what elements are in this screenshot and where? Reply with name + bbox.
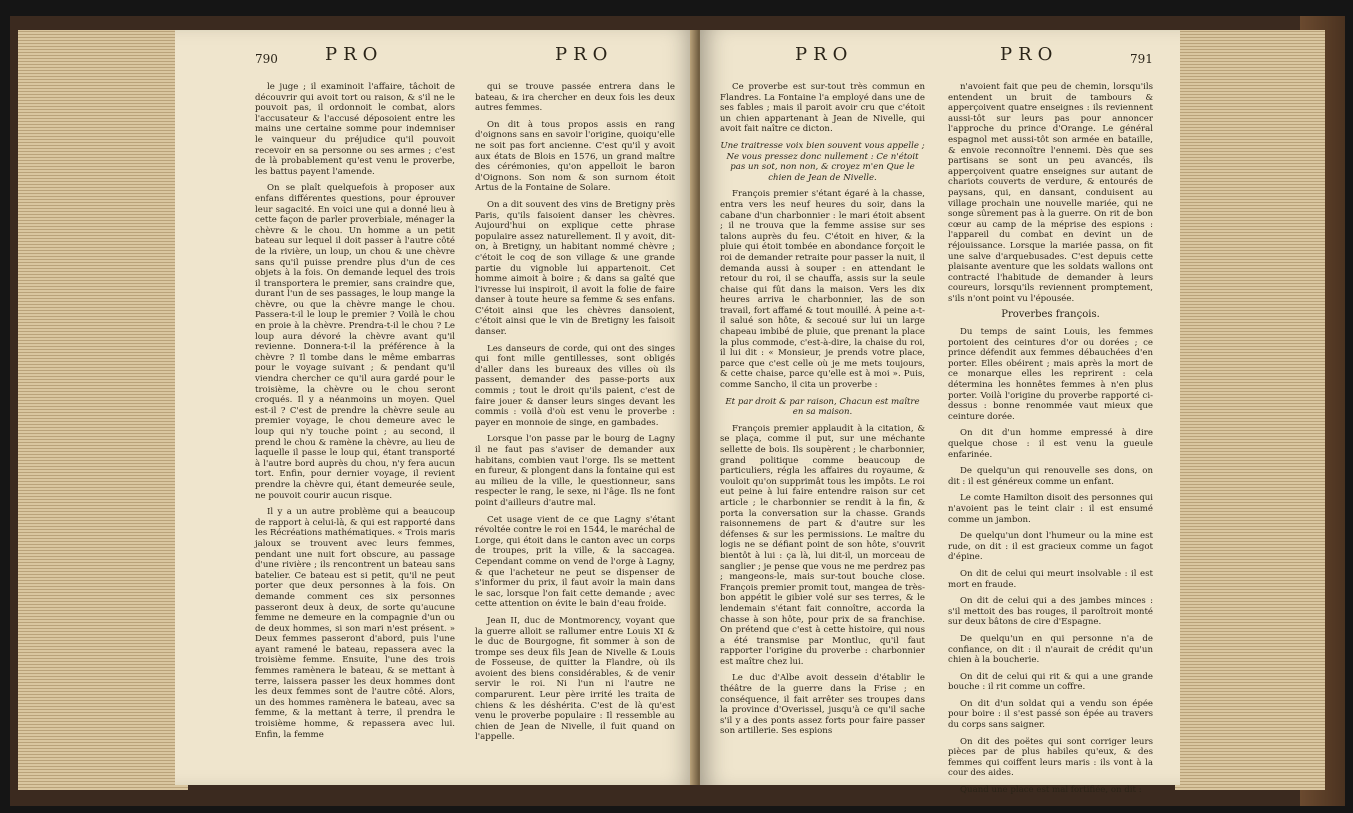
running-head: PRO (795, 44, 854, 65)
paragraph: Jean II, duc de Montmorency, voyant que la guerre alloit se rallumer entre Louis XI & le duc de Bourgogne, fit sommer à son de trompe ses deux fils Jean de Nivelle & Louis de Fosseuse, de quitter la Flandre, où ils avoient des biens considérables, & de venir servir le roi. Ni l'un ni l'autre ne comparurent. Leur père irrité les traita de chiens & les déshérita. C'est de là qu'est venu le proverbe populaire : Il ressemble au chien de Jean de Nivelle, il fuit quand on l'appelle. (475, 615, 675, 743)
right-column-2 (948, 82, 1153, 802)
paragraph: On dit d'un soldat qui a vendu son épée pour boire : il s'est passé son épée au travers du corps sans saigner. (948, 698, 1153, 731)
paragraph: On dit d'un homme empressé à dire quelque chose : il est venu la gueule enfarinée. (948, 428, 1153, 460)
left-column-1 (255, 82, 455, 746)
paragraph: On dit des poëtes qui sont corriger leurs pièces par de plus habiles qu'eux, & des femmes qui coiffent leurs maris : ils vont à la cour des aides. (948, 736, 1153, 779)
paragraph: François premier s'étant égaré à la chasse, entra vers les neuf heures du soir, dans la cabane d'un charbonnier : le mari étoit absent ; il ne trouva que la femme assise sur ses talons auprès du feu. C'étoit en hiver, & la pluie qui étoit tombée en abondance forçoit le roi de demander retraite pour passer la nuit, il demanda aussi à souper : en attendant le retour du roi, il se chauffa, assis sur la seule chaise qui fût dans la maison. Vers les dix heures arriva le charbonnier, las de son travail, fort affamé & tout mouillé. À peine a-t-il salué son hôte, & secoué sur lui un large chapeau imbibé de pluie, que prenant la place la plus commode, c'est-à-dire, la chaise du roi, il lui dit : « Monsieur, je prends votre place, parce que c'est celle où je me mets toujours, & cette chaise, parce qu'elle est à moi ». Puis, comme Sancho, il cita un proverbe : (720, 189, 925, 391)
running-head: PRO (555, 44, 614, 65)
running-head: PRO (1000, 44, 1059, 65)
paragraph: De quelqu'un qui renouvelle ses dons, on dit : il est généreux comme un enfant. (948, 466, 1153, 487)
verse-quote: Et par droit & par raison, Chacun est maître en sa maison. (725, 396, 920, 418)
paragraph: On dit de celui qui meurt insolvable : il est mort en fraude. (948, 568, 1153, 590)
left-page-header (175, 38, 695, 78)
section-heading: Proverbes françois. (1001, 309, 1100, 321)
paragraph: De quelqu'un dont l'humeur ou la mine est rude, on dit : il est gracieux comme un fagot d'épine. (948, 531, 1153, 563)
paragraph: qui se trouve passée entrera dans le bateau, & ira chercher en deux fois les deux autres femmes. (475, 82, 675, 114)
paragraph: On dit de celui qui a des jambes minces : s'il mettoit des bas rouges, il paroîtroit monté sur deux bâtons de cire d'Espagne. (948, 596, 1153, 628)
paragraph: Quand une place est mal fortifiée, on dit : (960, 785, 1142, 796)
page-number: 791 (1130, 52, 1153, 66)
paragraph: Lorsque l'on passe par le bourg de Lagny il ne faut pas s'aviser de demander aux habitans, combien vaut l'orge. Ils se mettent en fureur, & plongent dans la fontaine qui est au milieu de la ville, le questionneur, sans respecter le rang, le sexe, ni l'âge. Ils ne font point d'ailleurs d'autre mal. (475, 434, 675, 508)
paragraph: Le comte Hamilton disoit des personnes qui n'avoient pas le teint clair : il est ensumé comme un jambon. (948, 493, 1153, 525)
running-head: PRO (325, 44, 384, 65)
paragraph: Ce proverbe est sur-tout très commun en Flandres. La Fontaine l'a employé dans une de ses fables ; mais il paroit avoir cru que c'étoit un chien appartenant à Jean de Nivelle, qui avoit fait naître ce dicton. (720, 82, 925, 135)
paragraph: Du temps de saint Louis, les femmes portoient des ceintures d'or ou dorées ; ce prince défendit aux femmes débauchées d'en porter. Elles obéirent ; mais après la mort de ce monarque elles les reprirent : cela détermina les honnêtes femmes à n'en plus porter. Voilà l'origine du proverbe rapporté ci-dessus : bonne renommée vaut mieux que ceinture dorée. (948, 327, 1153, 422)
page-number: 790 (255, 52, 278, 66)
page-edges-left (18, 30, 188, 790)
paragraph: le juge ; il examinoit l'affaire, tâchoit de découvrir qui avoit tort ou raison, & s'il ne le pouvoit pas, il ordonnoit le combat, alors l'accusateur & l'accusé déposoient entre les mains une certaine somme pour indemniser le vainqueur du préjudice qu'il pouvoit recevoir en sa personne ou ses armes ; c'est de là probablement qu'est venu le proverbe, les battus payent l'amende. (255, 82, 455, 177)
paragraph: On dit à tous propos assis en rang d'oignons sans en savoir l'origine, quoiqu'elle ne soit pas fort ancienne. C'est qu'il y avoit aux états de Blois en 1576, un grand maître des cérémonies, qu'on appelloit le baron d'Oignons. Son nom & son surnom étoit Artus de la Fontaine de Solare. (475, 119, 675, 194)
right-page (700, 30, 1180, 796)
right-page-header (700, 38, 1180, 78)
paragraph: On dit de celui qui rit & qui a une grande bouche : il rit comme un coffre. (948, 671, 1153, 693)
left-page (175, 30, 695, 785)
paragraph: Il y a un autre problème qui a beaucoup de rapport à celui-là, & qui est rapporté dans les Récréations mathématiques. « Trois maris jaloux se trouvent avec leurs femmes, pendant une nuit fort obscure, au passage d'une rivière ; ils rencontrent un bateau sans batelier. Ce bateau est si petit, qu'il ne peut porter que deux personnes à la fois. On demande comment ces six personnes passeront deux à deux, de sorte qu'aucune femme ne demeure en la compagnie d'un ou de deux hommes, si son mari n'est présent. » Deux femmes passeront d'abord, puis l'une ayant ramené le bateau, repassera avec la troisième femme. Ensuite, l'une des trois femmes ramènera le bateau, & se mettant à terre, laissera passer les deux hommes dont les deux femmes sont de l'autre côté. Alors, un des hommes ramènera le bateau, avec sa femme, & la mettant à terre, il prendra le troisième homme, & repassera avec lui. Enfin, la femme (255, 507, 455, 740)
paragraph: On a dit souvent des vins de Bretigny près Paris, qu'ils faisoient danser les chèvres. Aujourd'hui on explique cette phrase populaire assez naturellement. Il y avoit, dit-on, à Bretigny, un habitant nommé chèvre ; c'étoit le coq de son village & une grande partie du vignoble lui appartenoit. Cet homme aimoit à boire ; & dans sa gaîté que l'ivresse lui inspiroit, il avoit la folie de faire danser à toute heure sa femme & ses enfans. C'étoit ainsi que les chèvres dansoient, c'étoit ainsi que le vin de Bretigny les faisoit danser. (475, 199, 675, 338)
paragraph: Le duc d'Albe avoit dessein d'établir le théâtre de la guerre dans la Frise ; en conséquence, il fait arrêter ses troupes dans la province d'Overissel, jusqu'à ce qu'il sache s'il y a des ponts assez forts pour faire passer son artillerie. Ses espions (720, 673, 925, 737)
paragraph: François premier applaudit à la citation, & se plaça, comme il put, sur une méchante sellette de bois. Ils soupèrent ; le charbonnier, grand politique comme beaucoup de particuliers, régla les affaires du royaume, & vouloit qu'on supprimât tous les impôts. Le roi eut peine à lui faire entendre raison sur cet article ; le charbonnier se rendit à la fin, & porta la conversation sur la chasse. Grands raisonnemens de part & d'autre sur les défenses & sur les permissions. Le maître du logis ne se défiant point de son hôte, s'ouvrit bientôt à lui : ça là, lui dit-il, un morceau de sanglier ; je pense que vous ne me perdrez pas ; mangeons-le, mais sur-tout bouche close. François premier promit tout, mangea de très-bon appétit le gibier volé sur ses terres, & le lendemain s'étant fait connoître, accorda la chasse à son hôte, pour prix de sa franchise. On prétend que c'est à cette histoire, qui nous a été transmise par Montluc, qu'il faut rapporter l'origine du proverbe : charbonnier est maître chez lui. (720, 423, 926, 667)
paragraph: On se plaît quelquefois à proposer aux enfans différentes questions, pour éprouver leur sagacité. En voici une qui a donné lieu à cette façon de parler proverbiale, ménager la chèvre & le chou. Un homme a un petit bateau sur lequel il doit passer à l'autre côté de la rivière, un loup, un chou & une chèvre sans qu'il puisse prendre plus d'un de ces objets à la fois. On demande lequel des trois il transportera le premier, sans craindre que, durant l'un de ses passages, le loup mange la chèvre, ou que la chèvre mange le chou. Passera-t-il le loup le premier ? Voilà le chou en proie à la chèvre. Prendra-t-il le chou ? Le loup aura dévoré la chèvre avant qu'il revienne. Donnera-t-il la préférence à la chèvre ? Il tombe dans le même embarras pour le voyage suivant ; & pendant qu'il viendra chercher ce qu'il aura gardé pour le troisième, la chèvre ou le chou seront croqués. Il y a néanmoins un moyen. Quel est-il ? C'est de prendre la chèvre seule au premier voyage, le chou demeure avec le loup qui n'y touche point ; au second, il prend le chou & ramène la chèvre, au lieu de laquelle il passe le loup qui, étant transporté à l'autre bord auprès du chou, n'y fera aucun tort. Enfin, pour dernier voyage, il revient prendre la chèvre qui, étant demeurée seule, ne pouvoit courir aucun risque. (255, 183, 455, 501)
right-column-1 (720, 82, 925, 743)
left-column-2 (475, 82, 675, 749)
paragraph: n'avoient fait que peu de chemin, lorsqu'ils entendent un bruit de tambours & apperçoivent quatre enseignes : ils reviennent aussi-tôt sur leurs pas pour annoncer l'approche du prince d'Orange. Le général espagnol met aussi-tôt son armée en bataille, & envoie reconnoître l'ennemi. Dès que ses partisans se sont un peu avancés, ils apperçoivent quatre enseignes sur autant de chariots couverts de verdure, & entourés de paysans, qui, en dansant, conduisent au village prochain une nouvelle mariée, qui ne songe sûrement pas à la guerre. On rit de bon cœur au camp de la méprise des espions : l'appareil du combat en devint un de réjouissance. Lorsque la mariée passa, on fit une salve d'arquebusades. C'est depuis cette plaisante aventure que les soldats wallons ont contracté l'habitude de demander à leurs coureurs, lorsqu'ils reviennent promptement, s'ils n'ont point vu l'épousée. (948, 82, 1153, 304)
verse-quote: Une traitresse voix bien souvent vous appelle ; Ne vous pressez donc nullement : Ce n'étoit pas un sot, non non, & croyez m'en Que le chien de Jean de Nivelle. (720, 140, 925, 183)
paragraph: Cet usage vient de ce que Lagny s'étant révoltée contre le roi en 1544, le maréchal de Lorge, qui étoit dans le canton avec un corps de troupes, prit la ville, & la saccagea. Cependant comme on vend de l'orge à Lagny, & que l'acheteur ne peut se dispenser de s'informer du prix, il faut avoir la main dans le sac, lorsque l'on fait cette demande ; avec cette attention on évite le bain d'eau froide. (475, 514, 675, 610)
paragraph: De quelqu'un en qui personne n'a de confiance, on dit : il n'aurait de crédit qu'un chien à la boucherie. (948, 633, 1153, 666)
page-edges-right (1175, 30, 1325, 790)
paragraph: Les danseurs de corde, qui ont des singes qui font mille gentillesses, sont obligés d'aller dans les bureaux des villes où ils passent, demander des passe-ports aux commis ; tout le droit qu'ils paient, c'est de faire jouer & danser leurs singes devant les commis : voilà d'où est venu le proverbe : payer en monnoie de singe, en gambades. (475, 343, 675, 428)
